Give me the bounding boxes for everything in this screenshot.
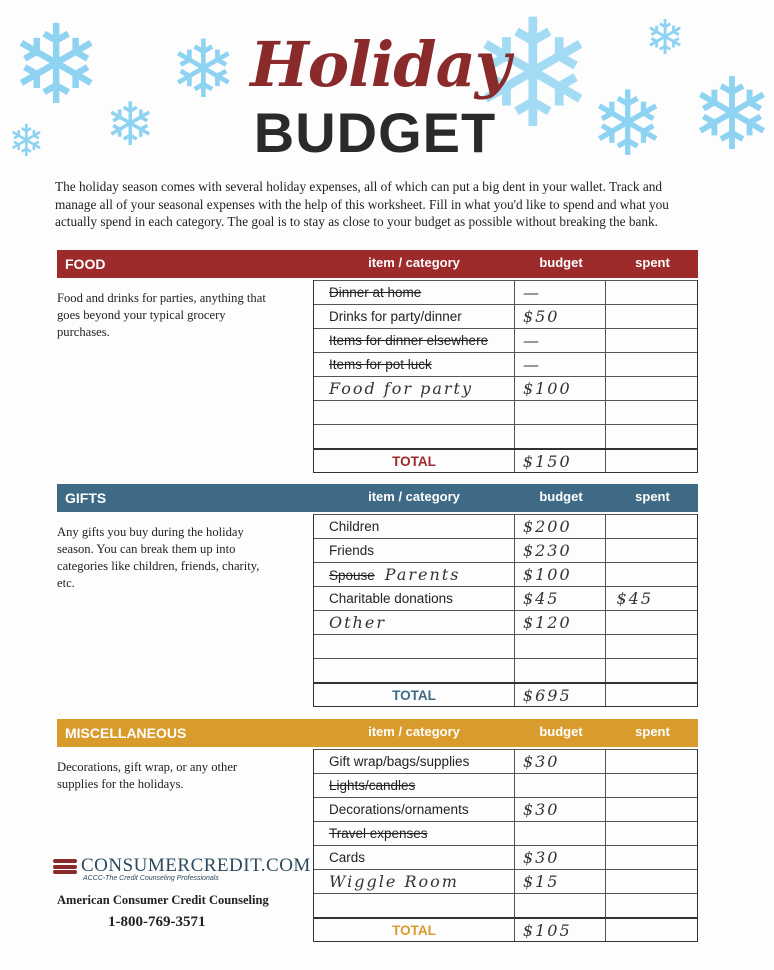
- table-row: [314, 304, 697, 328]
- logo-tagline: ACCC-The Credit Counseling Professionals: [83, 875, 219, 882]
- spent-cell[interactable]: [606, 846, 697, 869]
- budget-cell[interactable]: [515, 822, 607, 845]
- total-label: TOTAL: [314, 919, 515, 941]
- budget-cell[interactable]: [515, 401, 607, 424]
- item-cell[interactable]: [314, 353, 515, 376]
- total-budget[interactable]: $695: [515, 684, 607, 706]
- table-row: [314, 586, 697, 610]
- column-header-spent: spent: [635, 489, 670, 504]
- budget-cell[interactable]: $50: [515, 305, 607, 328]
- item-cell[interactable]: [314, 539, 515, 562]
- budget-cell[interactable]: $230: [515, 539, 607, 562]
- spent-cell[interactable]: [606, 329, 697, 352]
- spent-cell[interactable]: $45: [616, 589, 654, 608]
- section-description: Any gifts you buy during the holiday season. You can break them up into categories like children, friends, charity, etc.: [57, 525, 260, 590]
- spent-cell[interactable]: [606, 401, 697, 424]
- budget-cell[interactable]: [515, 774, 607, 797]
- snowflake-icon: ❄: [170, 23, 238, 116]
- budget-cell[interactable]: $30: [515, 846, 607, 869]
- snowflake-icon: ❄: [470, 0, 596, 162]
- table-row: [314, 773, 697, 797]
- item-cell[interactable]: [314, 635, 515, 658]
- column-header-budget: budget: [539, 255, 583, 270]
- column-header-item: item / category: [368, 255, 460, 270]
- spent-cell[interactable]: [606, 635, 697, 658]
- table-row: [314, 893, 697, 917]
- section-description: Decorations, gift wrap, or any other supplies for the holidays.: [57, 760, 238, 791]
- item-note: Parents: [384, 565, 461, 584]
- table-row: [314, 328, 697, 352]
- section-header: [57, 250, 698, 278]
- column-header-spent: spent: [635, 724, 670, 739]
- item-cell[interactable]: [314, 894, 515, 917]
- item-label: Lights/candles: [329, 778, 416, 793]
- item-label: Travel expenses: [329, 826, 428, 841]
- column-header-item: item / category: [368, 724, 460, 739]
- item-label: Items for dinner elsewhere: [329, 333, 489, 348]
- item-cell[interactable]: [314, 822, 515, 845]
- section-title: MISCELLANEOUS: [65, 725, 187, 741]
- item-label: Decorations/ornaments: [329, 802, 469, 817]
- snowflake-icon: ❄: [690, 56, 774, 173]
- section-header: [57, 484, 698, 512]
- budget-cell[interactable]: —: [515, 281, 607, 304]
- total-budget[interactable]: $150: [515, 450, 607, 472]
- item-cell[interactable]: [314, 659, 515, 682]
- spent-cell[interactable]: [606, 798, 697, 821]
- snowflake-icon: ❄: [8, 116, 45, 167]
- table-row: [314, 797, 697, 821]
- item-cell[interactable]: Wiggle Room: [314, 870, 515, 893]
- budget-cell[interactable]: $30: [515, 798, 607, 821]
- table-row: [314, 424, 697, 448]
- budget-cell[interactable]: $120: [515, 611, 607, 634]
- table-row: [314, 634, 697, 658]
- section-title: GIFTS: [65, 490, 107, 506]
- item-cell[interactable]: [314, 798, 515, 821]
- item-label: Charitable donations: [329, 591, 453, 606]
- total-spent[interactable]: [606, 919, 697, 941]
- table-row: [314, 514, 697, 538]
- snowflake-icon: ❄: [645, 10, 686, 66]
- item-label: Gift wrap/bags/supplies: [329, 754, 470, 769]
- budget-cell[interactable]: [515, 635, 607, 658]
- column-header-item: item / category: [368, 489, 460, 504]
- table-row: [314, 845, 697, 869]
- item-label: Friends: [329, 543, 375, 558]
- spent-cell[interactable]: [606, 425, 697, 448]
- snowflake-icon: ❄: [590, 72, 666, 177]
- budget-cell[interactable]: —: [515, 329, 607, 352]
- spent-cell[interactable]: [606, 750, 697, 773]
- spent-cell[interactable]: [606, 563, 697, 586]
- spent-cell[interactable]: [606, 377, 697, 400]
- item-cell[interactable]: Other: [314, 611, 515, 634]
- item-cell[interactable]: [314, 401, 515, 424]
- spent-cell[interactable]: [606, 611, 697, 634]
- budget-cell[interactable]: [515, 894, 607, 917]
- section-header: [57, 719, 698, 747]
- budget-cell[interactable]: $30: [515, 750, 607, 773]
- spent-cell[interactable]: [606, 281, 697, 304]
- total-row: [314, 448, 697, 472]
- item-label: Dinner at home: [329, 285, 422, 300]
- budget-cell[interactable]: $45: [515, 587, 607, 610]
- budget-cell[interactable]: [515, 659, 607, 682]
- spent-cell[interactable]: [606, 870, 697, 893]
- item-label: Spouse: [329, 568, 375, 583]
- table-row: [314, 352, 697, 376]
- budget-cell[interactable]: —: [515, 353, 607, 376]
- item-cell[interactable]: [314, 750, 515, 773]
- item-label: Drinks for party/dinner: [329, 309, 462, 324]
- item-cell[interactable]: [314, 774, 515, 797]
- item-cell[interactable]: [314, 329, 515, 352]
- total-spent[interactable]: [606, 684, 697, 706]
- table-row: [314, 562, 697, 586]
- total-spent[interactable]: [606, 450, 697, 472]
- snowflake-icon: ❄: [105, 90, 156, 160]
- total-row: [314, 682, 697, 706]
- budget-cell[interactable]: $200: [515, 515, 607, 538]
- column-header-budget: budget: [539, 489, 583, 504]
- spent-cell[interactable]: [606, 353, 697, 376]
- snowflake-icon: ❄: [10, 1, 103, 129]
- item-cell[interactable]: [314, 305, 515, 328]
- organization-name: American Consumer Credit Counseling: [57, 893, 269, 907]
- spent-cell[interactable]: [606, 539, 697, 562]
- budget-cell[interactable]: $100: [515, 377, 607, 400]
- budget-cell[interactable]: [515, 425, 607, 448]
- total-budget[interactable]: $105: [515, 919, 607, 941]
- flag-icon: [53, 859, 77, 877]
- item-label: Cards: [329, 850, 366, 865]
- budget-table: [313, 749, 698, 942]
- table-row: [314, 869, 697, 893]
- section-description: Food and drinks for parties, anything that goes beyond your typical grocery purchases.: [57, 291, 266, 339]
- item-cell[interactable]: [314, 587, 515, 610]
- spent-cell[interactable]: [606, 659, 697, 682]
- budget-cell[interactable]: $15: [515, 870, 607, 893]
- total-label: TOTAL: [314, 684, 515, 706]
- item-cell[interactable]: [314, 281, 515, 304]
- item-label: Items for pot luck: [329, 357, 432, 372]
- table-row: [314, 821, 697, 845]
- item-label: Children: [329, 519, 380, 534]
- item-cell[interactable]: [314, 846, 515, 869]
- spent-cell[interactable]: [606, 822, 697, 845]
- table-row: [314, 749, 697, 773]
- item-cell[interactable]: [314, 425, 515, 448]
- item-cell[interactable]: [314, 563, 515, 586]
- intro-text: The holiday season comes with several holiday expenses, all of which can put a big dent in your wallet. Track and manage all of your seasonal expenses with the help of this worksheet. Fill in what you'd like to spend and what you actually spend in each category. The goal is to stay as close to your budget as possible without breaking the bank.: [55, 179, 669, 229]
- table-row: [314, 376, 697, 400]
- item-cell[interactable]: [314, 515, 515, 538]
- total-label: TOTAL: [314, 450, 515, 472]
- table-row: [314, 400, 697, 424]
- table-row: [314, 280, 697, 304]
- table-row: [314, 538, 697, 562]
- budget-cell[interactable]: $100: [515, 563, 607, 586]
- spent-cell[interactable]: [606, 774, 697, 797]
- total-row: [314, 917, 697, 941]
- spent-cell[interactable]: [606, 515, 697, 538]
- item-cell[interactable]: Food for party: [314, 377, 515, 400]
- table-row: [314, 658, 697, 682]
- table-row: [314, 610, 697, 634]
- budget-table: [313, 514, 698, 707]
- spent-cell[interactable]: [606, 894, 697, 917]
- title-budget: BUDGET: [253, 101, 497, 164]
- spent-cell[interactable]: [606, 305, 697, 328]
- phone-number: 1-800-769-3571: [108, 914, 206, 930]
- budget-table: [313, 280, 698, 473]
- title-holiday: Holiday: [250, 28, 510, 101]
- column-header-spent: spent: [635, 255, 670, 270]
- column-header-budget: budget: [539, 724, 583, 739]
- section-title: FOOD: [65, 256, 106, 272]
- logo-name: CONSUMERCREDIT.COM: [81, 855, 311, 876]
